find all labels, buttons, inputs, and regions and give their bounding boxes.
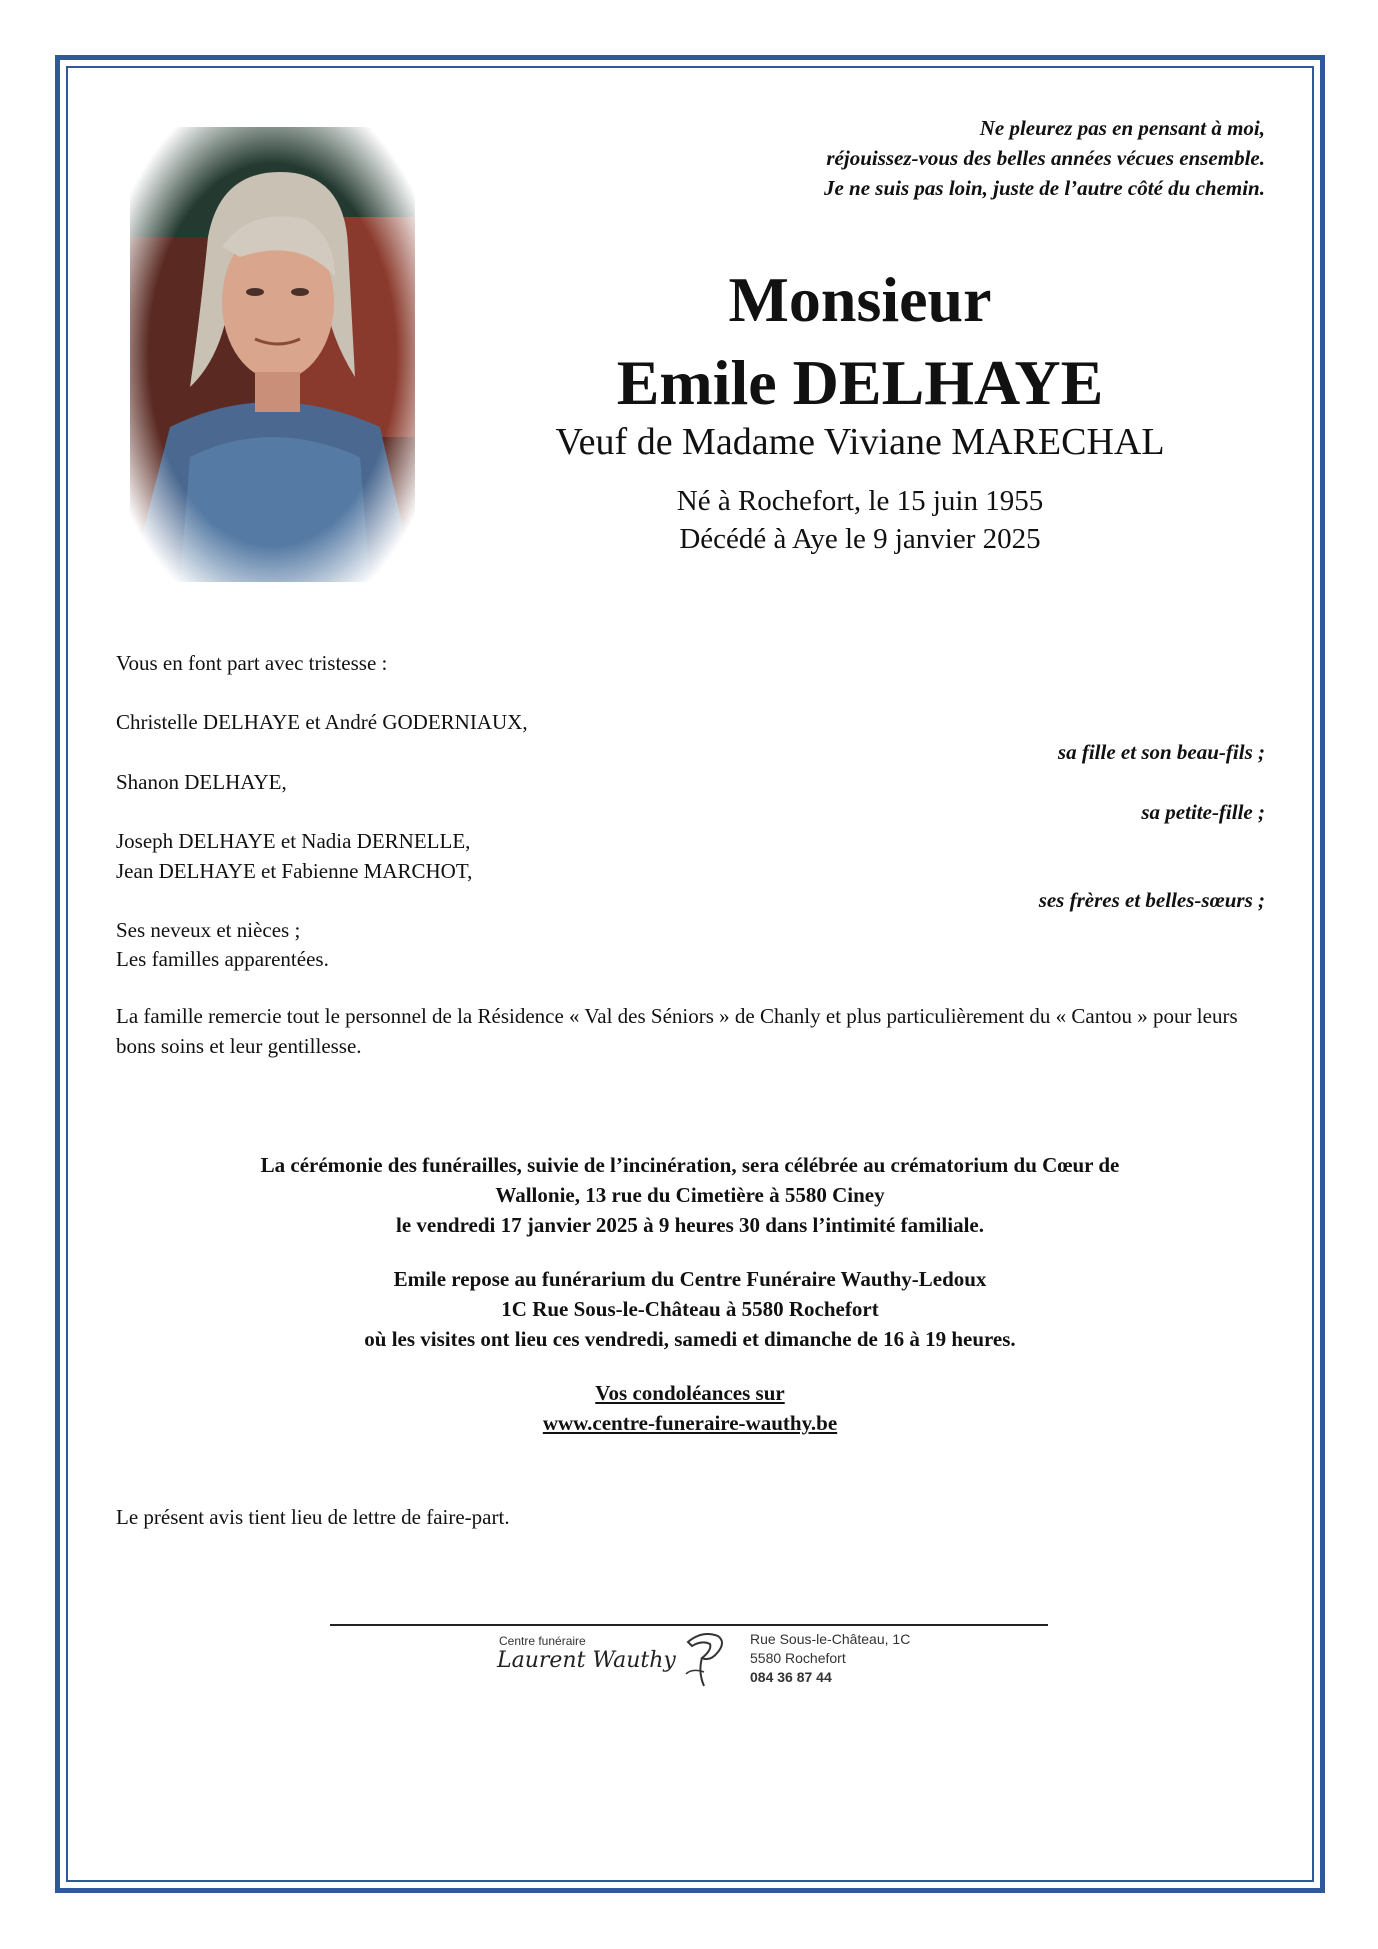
lily-icon: [682, 1628, 726, 1688]
ceremony-line-3: le vendredi 17 janvier 2025 à 9 heures 30 dans l’intimité familiale.: [396, 1213, 984, 1237]
family-line-4: Jean DELHAYE et Fabienne MARCHOT,: [116, 859, 473, 883]
relation-1: sa fille et son beau-fils ;: [1057, 740, 1265, 764]
footer-address: [750, 1630, 910, 1687]
thanks-paragraph: La famille remercie tout le personnel de la Résidence « Val des Séniors » de Chanly et plus particulièrement du « Cantou » pour leurs bons soins et leur gentillesse.: [116, 1004, 1238, 1058]
birth-line: Né à Rochefort, le 15 juin 1955: [676, 485, 1044, 517]
family-line-6: Les familles apparentées.: [116, 947, 329, 971]
civility-title: Monsieur: [728, 264, 992, 335]
visitation-line-3: où les visites ont lieu ces vendredi, samedi et dimanche de 16 à 19 heures.: [364, 1327, 1016, 1351]
ceremony-line-2: Wallonie, 13 rue du Cimetière à 5580 Ciney: [495, 1183, 885, 1207]
deceased-name: Emile DELHAYE: [616, 347, 1104, 418]
poem-line-2: réjouissez-vous des belles années vécues ensemble.: [826, 146, 1265, 170]
widow-line: Veuf de Madame Viviane MARECHAL: [555, 421, 1165, 463]
faire-part-notice: Le présent avis tient lieu de lettre de faire-part.: [116, 1505, 510, 1529]
poem: [565, 113, 1265, 203]
family-line-1: Christelle DELHAYE et André GODERNIAUX,: [116, 710, 528, 734]
family-line-5: Ses neveux et nièces ;: [116, 918, 301, 942]
footer-divider: [330, 1624, 1048, 1626]
visitation-block: [130, 1264, 1250, 1354]
footer-address-2: 5580 Rochefort: [750, 1650, 846, 1666]
condolences-label: Vos condoléances sur: [595, 1381, 785, 1405]
portrait-photo: [130, 127, 415, 582]
relation-2: sa petite-fille ;: [1141, 800, 1265, 824]
poem-line-1: Ne pleurez pas en pensant à moi,: [979, 116, 1265, 140]
life-dates: [560, 482, 1160, 558]
relation-3: ses frères et belles-sœurs ;: [1038, 888, 1265, 912]
visitation-line-1: Emile repose au funérarium du Centre Funéraire Wauthy-Ledoux: [393, 1267, 987, 1291]
ceremony-line-1: La cérémonie des funérailles, suivie de l’incinération, sera célébrée au crématorium du Cœur de: [260, 1153, 1120, 1177]
family-intro: Vous en font part avec tristesse :: [116, 651, 388, 675]
funeral-home-logo: [497, 1628, 937, 1690]
family-line-3: Joseph DELHAYE et Nadia DERNELLE,: [116, 829, 471, 853]
visitation-line-2: 1C Rue Sous-le-Château à 5580 Rochefort: [501, 1297, 879, 1321]
footer-address-1: Rue Sous-le-Château, 1C: [750, 1631, 911, 1647]
condolences-link[interactable]: www.centre-funeraire-wauthy.be: [542, 1411, 838, 1435]
logo-script-text: Laurent Wauthy: [497, 1648, 676, 1673]
ceremony-block: [130, 1150, 1250, 1240]
logo-small-text: Centre funéraire: [499, 1634, 586, 1648]
family-line-2: Shanon DELHAYE,: [116, 770, 287, 794]
condolences-block: [130, 1378, 1250, 1438]
footer-phone: 084 36 87 44: [750, 1669, 832, 1685]
poem-line-3: Je ne suis pas loin, juste de l’autre côté du chemin.: [823, 176, 1265, 200]
death-line: Décédé à Aye le 9 janvier 2025: [679, 523, 1041, 555]
